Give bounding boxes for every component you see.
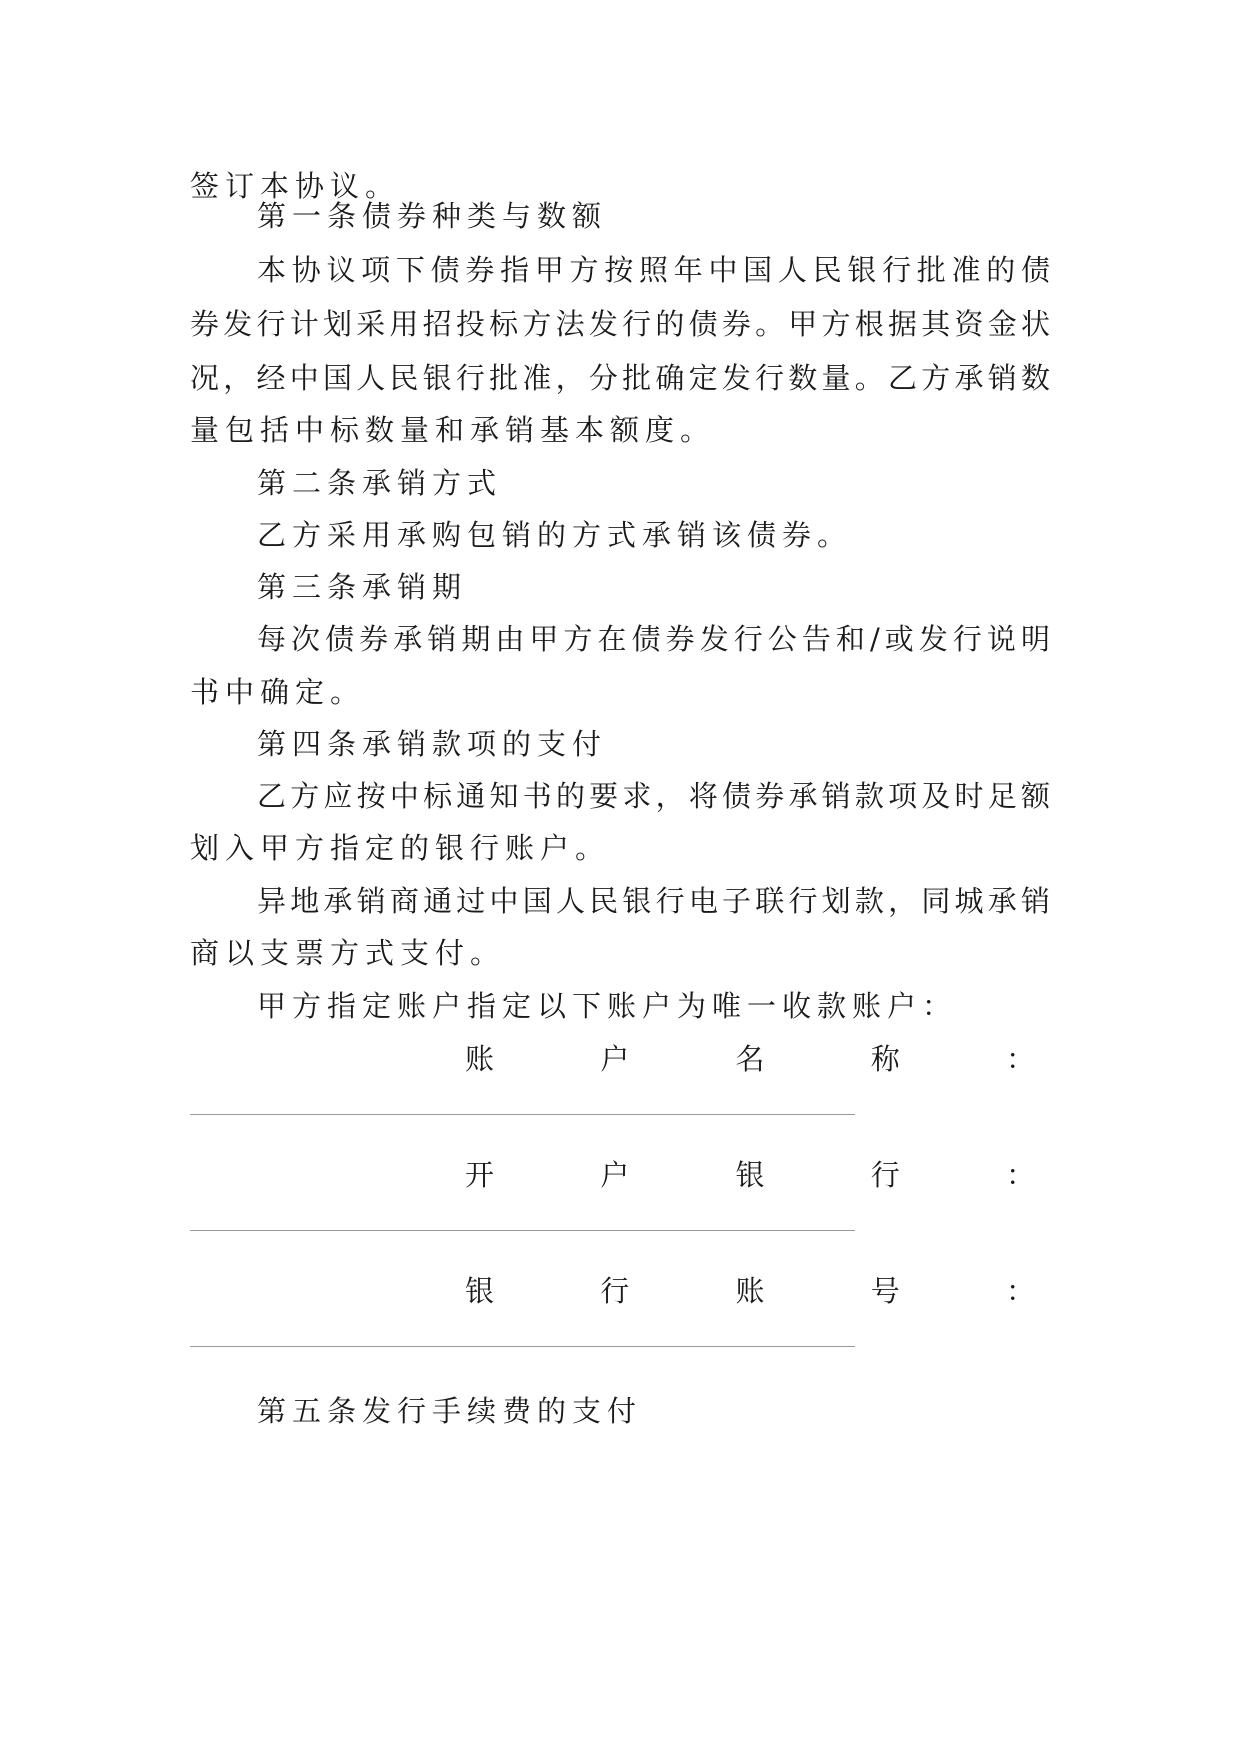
section-heading-4: 第四条承销款项的支付 bbox=[257, 727, 608, 761]
blank-line-bank[interactable] bbox=[190, 1230, 855, 1231]
field-char: 行 bbox=[600, 1274, 630, 1308]
field-char: 称 bbox=[870, 1042, 900, 1076]
field-char: ： bbox=[1005, 1158, 1035, 1192]
paragraph-line: 况，经中国人民银行批准，分批确定发行数量。乙方承销数 bbox=[190, 361, 1050, 395]
field-char: ： bbox=[1005, 1042, 1035, 1076]
blank-line-account-name[interactable] bbox=[190, 1114, 855, 1115]
field-label-bank bbox=[465, 1155, 1035, 1195]
paragraph-line: 本协议项下债券指甲方按照年中国人民银行批准的债 bbox=[257, 253, 1050, 287]
field-char: 账 bbox=[735, 1274, 765, 1308]
field-char: 开 bbox=[465, 1158, 495, 1192]
paragraph-line: 签订本协议。 bbox=[190, 169, 401, 203]
field-char: 名 bbox=[735, 1042, 765, 1076]
paragraph-line: 乙方应按中标通知书的要求，将债券承销款项及时足额 bbox=[257, 779, 1050, 813]
section-heading-5: 第五条发行手续费的支付 bbox=[257, 1394, 643, 1428]
paragraph-line: 书中确定。 bbox=[190, 675, 366, 709]
paragraph-line: 每次债券承销期由甲方在债券发行公告和/或发行说明 bbox=[257, 622, 1050, 656]
field-char: 号 bbox=[870, 1274, 900, 1308]
paragraph-line: 券发行计划采用招投标方法发行的债券。甲方根据其资金状 bbox=[190, 307, 1050, 341]
section-heading-2: 第二条承销方式 bbox=[257, 466, 503, 500]
field-label-account-name bbox=[465, 1039, 1035, 1079]
field-char: 户 bbox=[600, 1042, 630, 1076]
paragraph-line: 划入甲方指定的银行账户。 bbox=[190, 831, 611, 865]
section-heading-3: 第三条承销期 bbox=[257, 570, 468, 604]
blank-line-account-number[interactable] bbox=[190, 1346, 855, 1347]
field-char: 银 bbox=[735, 1158, 765, 1192]
paragraph-line: 量包括中标数量和承销基本额度。 bbox=[190, 413, 716, 447]
field-char: 户 bbox=[600, 1158, 630, 1192]
field-char: 账 bbox=[465, 1042, 495, 1076]
field-char: 银 bbox=[465, 1274, 495, 1308]
paragraph-line: 商以支票方式支付。 bbox=[190, 936, 506, 970]
field-char: 行 bbox=[870, 1158, 900, 1192]
field-label-account-number bbox=[465, 1271, 1035, 1311]
paragraph-line: 异地承销商通过中国人民银行电子联行划款，同城承销 bbox=[257, 884, 1050, 918]
paragraph-line: 乙方采用承购包销的方式承销该债券。 bbox=[257, 518, 853, 552]
section-heading-1: 第一条债券种类与数额 bbox=[257, 199, 608, 233]
field-char: ： bbox=[1005, 1274, 1035, 1308]
paragraph-line: 甲方指定账户指定以下账户为唯一收款账户： bbox=[257, 989, 958, 1023]
